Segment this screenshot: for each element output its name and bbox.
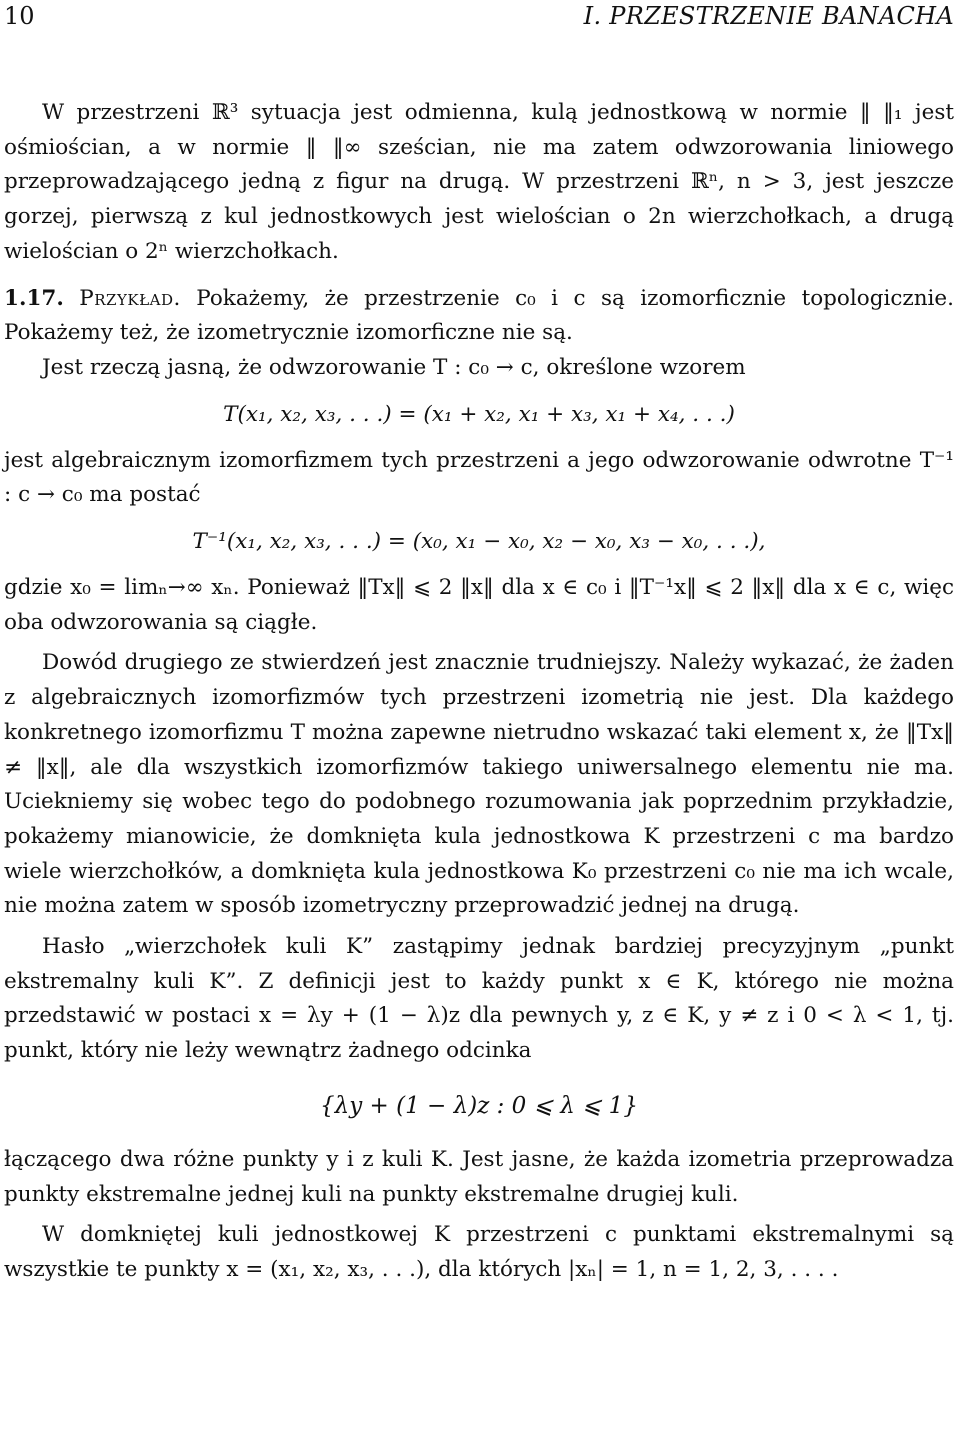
page-header xyxy=(4,0,954,32)
example-heading: Przykład. xyxy=(79,285,181,311)
map-intro-paragraph: Jest rzeczą jasną, że odwzorowanie T : c₀ → c, określone wzorem xyxy=(42,354,746,380)
section-gap xyxy=(4,270,954,282)
example-paragraph xyxy=(4,282,954,351)
page-body xyxy=(4,96,954,1288)
example-text: Pokażemy, że przestrzenie c₀ i c są izomorficznie topologicznie. Pokażemy też, że izometrycznie izomorficzne nie są. xyxy=(4,285,954,346)
continuity-paragraph: gdzie x₀ = limₙ→∞ xₙ. Ponieważ ‖Tx‖ ⩽ 2 ‖x‖ dla x ∈ c₀ i ‖T⁻¹x‖ ⩽ 2 ‖x‖ dla x ∈ c, więc oba odwzorowania są ciągłe. xyxy=(4,575,954,635)
formula-T: T(x₁, x₂, x₃, . . .) = (x₁ + x₂, x₁ + x₃, x₁ + x₄, . . .) xyxy=(223,401,735,427)
intro-paragraph: W przestrzeni ℝ³ sytuacja jest odmienna, kulą jednostkową w normie ‖ ‖₁ jest ośmiościan, a w normie ‖ ‖∞ sześcian, nie ma zatem odwzorowania liniowego przeprowadzającego jedną z figur na drugą. W przestrzeni ℝⁿ, n > 3, jest jeszcze gorzej, pierwszą z kul jednostkowych jest wielościan o 2n wierzchołkach, a drugą wielościan o 2ⁿ wierzchołkach. xyxy=(4,100,954,264)
iso-paragraph: jest algebraicznym izomorfizmem tych przestrzeni a jego odwzorowanie odwrotne T⁻¹ : c → c₀ ma postać xyxy=(4,447,954,508)
formula-T-inverse: T⁻¹(x₁, x₂, x₃, . . .) = (x₀, x₁ − x₀, x₂ − x₀, x₃ − x₀, . . .), xyxy=(192,529,766,555)
formula-segment: {λy + (1 − λ)z : 0 ⩽ λ ⩽ 1} xyxy=(320,1092,638,1119)
running-title: I. PRZESTRZENIE BANACHA xyxy=(583,2,954,30)
isometry-paragraph: łączącego dwa różne punkty y i z kuli K. Jest jasne, że każda izometria przeprowadza punkty ekstremalne jednej kuli na punkty ekstremalne drugiej kuli. xyxy=(4,1146,954,1207)
last-paragraph: W domkniętej kuli jednostkowej K przestrzeni c punktami ekstremalnymi są wszystkie te punkty x = (x₁, x₂, x₃, . . .), dla których |xₙ| = 1, n = 1, 2, 3, . . . . xyxy=(4,1222,954,1282)
page-number: 10 xyxy=(4,2,35,30)
extreme-point-paragraph: Hasło „wierzchołek kuli K” zastąpimy jednak bardziej precyzyjnym „punkt ekstremalny kuli K”. Z definicji jest to każdy punkt x ∈ K, którego nie można przedstawić w postaci x = λy + (1 − λ)z dla pewnych y, z ∈ K, y ≠ z i 0 < λ < 1, tj. punkt, który nie leży wewnątrz żadnego odcinka xyxy=(4,934,954,1064)
proof-paragraph: Dowód drugiego ze stwierdzeń jest znacznie trudniejszy. Należy wykazać, że żaden z algebraicznych izomorfizmów tych przestrzeni izometrią nie jest. Dla każdego konkretnego izomorfizmu T można zapewne nietrudno wskazać taki element x, że ‖Tx‖ ≠ ‖x‖, ale dla wszystkich izomorfizmów takiego uniwersalnego elementu nie ma. Uciekniemy się wobec tego do podobnego rozumowania jak poprzednim przykładzie, pokażemy mianowicie, że domknięta kula jednostkowa K przestrzeni c ma bardzo wiele wierzchołków, a domknięta kula jednostkowa K₀ przestrzeni c₀ nie ma ich wcale, nie można zatem w sposób izometryczny przeprowadzić jednej na drugą. xyxy=(4,650,954,919)
example-number: 1.17. xyxy=(4,285,64,311)
